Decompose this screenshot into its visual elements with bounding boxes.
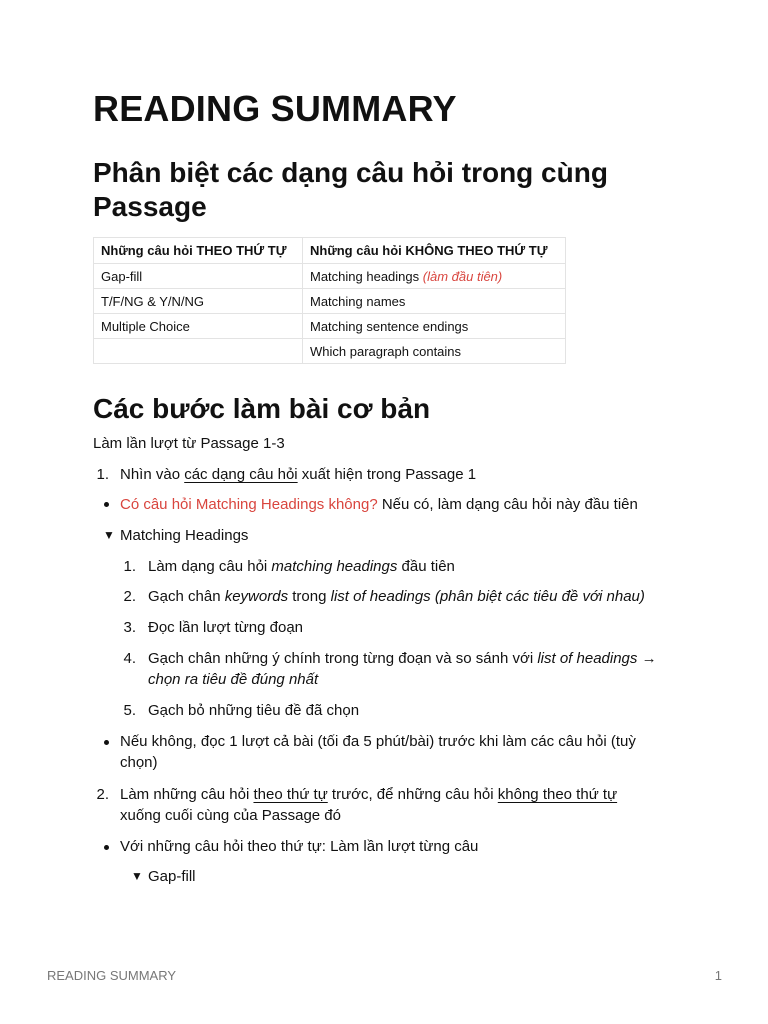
list-number: 1. <box>96 466 109 483</box>
intro-text: Làm lần lượt từ Passage 1-3 <box>93 435 285 452</box>
list-number: 2. <box>96 786 109 803</box>
bullet-1-red-question: Có câu hỏi Matching Headings không? <box>120 496 378 513</box>
table-cell: Matching names <box>303 289 566 314</box>
step-1-text <box>120 464 476 485</box>
bullet-1-text <box>120 494 638 515</box>
mh-step-4 <box>148 648 678 690</box>
table-cell-text: Matching headings <box>310 268 420 284</box>
mh-step-2-italic-2: list of headings (phân biệt các tiêu đề với nhau) <box>330 588 645 605</box>
mh-step-1-a: Làm dạng câu hỏi <box>148 558 272 575</box>
toggle-gap-fill[interactable]: Gap-fill <box>148 868 196 885</box>
bullet-1-rest: Nếu có, làm dạng câu hỏi này đầu tiên <box>377 496 638 513</box>
table-cell: T/F/NG & Y/N/NG <box>94 289 303 314</box>
table-cell: Which paragraph contains <box>303 339 566 364</box>
step-2-underlined-ordered: theo thứ tự <box>253 786 328 803</box>
step-2-b: trước, để những câu hỏi <box>327 786 498 803</box>
step-1-text-b: xuất hiện trong Passage 1 <box>297 466 477 483</box>
table-cell <box>303 264 566 289</box>
document-title: READING SUMMARY <box>93 88 457 129</box>
step-1-text-a: Nhìn vào <box>120 466 185 483</box>
list-number: 1. <box>123 558 136 575</box>
right-arrow-icon: → <box>637 650 657 667</box>
mh-step-2 <box>148 586 645 607</box>
list-number: 4. <box>123 650 136 667</box>
mh-step-4-a: Gạch chân những ý chính trong từng đoạn và so sánh với <box>148 650 538 667</box>
mh-step-3: Đọc lần lượt từng đoạn <box>148 619 304 636</box>
step-2-underlined-unordered: không theo thứ tự <box>497 786 618 803</box>
step-2-a: Làm những câu hỏi <box>120 786 254 803</box>
table-cell: Multiple Choice <box>94 314 303 339</box>
mh-step-2-b: trong <box>288 588 331 605</box>
bullet-dot-icon <box>104 845 109 850</box>
list-number: 5. <box>123 702 136 719</box>
bullet-dot-icon <box>104 740 109 745</box>
mh-step-4-italic-1: list of headings <box>537 650 638 667</box>
mh-step-1-b: đầu tiên <box>397 558 455 575</box>
section-heading-basic-steps: Các bước làm bài cơ bản <box>93 393 431 424</box>
mh-step-4-italic-2: chọn ra tiêu đề đúng nhất <box>148 671 319 688</box>
list-number: 3. <box>123 619 136 636</box>
question-types-table <box>93 237 566 364</box>
mh-step-1 <box>148 556 455 577</box>
bullet-3-text: Với những câu hỏi theo thứ tự: Làm lần lượt từng câu <box>120 838 479 855</box>
step-2-text <box>120 784 660 826</box>
table-cell: Matching sentence endings <box>303 314 566 339</box>
page-number: 1 <box>714 968 722 983</box>
triangle-down-icon[interactable]: ▼ <box>131 869 143 883</box>
mh-step-1-italic: matching headings <box>271 558 398 575</box>
table-note-do-first: (làm đầu tiên) <box>422 268 503 284</box>
table-header-ordered: Những câu hỏi THEO THỨ TỰ <box>94 238 303 264</box>
table-row <box>94 289 566 314</box>
table-row <box>94 264 566 289</box>
toggle-matching-headings[interactable]: Matching Headings <box>120 527 249 544</box>
step-2-c: xuống cuối cùng của Passage đó <box>120 807 341 824</box>
table-row <box>94 339 566 364</box>
bullet-dot-icon <box>104 502 109 507</box>
table-cell <box>94 339 303 364</box>
list-number: 2. <box>123 588 136 605</box>
table-cell: Gap-fill <box>94 264 303 289</box>
mh-step-2-a: Gạch chân <box>148 588 225 605</box>
table-header-row <box>94 238 566 264</box>
table-header-unordered: Những câu hỏi KHÔNG THEO THỨ TỰ <box>303 238 566 264</box>
triangle-down-icon[interactable]: ▼ <box>103 528 115 542</box>
mh-step-2-italic-1: keywords <box>224 588 289 605</box>
section-heading-question-types: Phân biệt các dạng câu hỏi trong cùng Passage <box>93 157 608 222</box>
table-row <box>94 314 566 339</box>
bullet-2-text: Nếu không, đọc 1 lượt cả bài (tối đa 5 phút/bài) trước khi làm các câu hỏi (tuỳ chọn) <box>120 733 636 771</box>
footer-title: READING SUMMARY <box>47 968 177 983</box>
step-1-underlined: các dạng câu hỏi <box>184 466 298 483</box>
mh-step-5: Gạch bỏ những tiêu đề đã chọn <box>148 702 360 719</box>
